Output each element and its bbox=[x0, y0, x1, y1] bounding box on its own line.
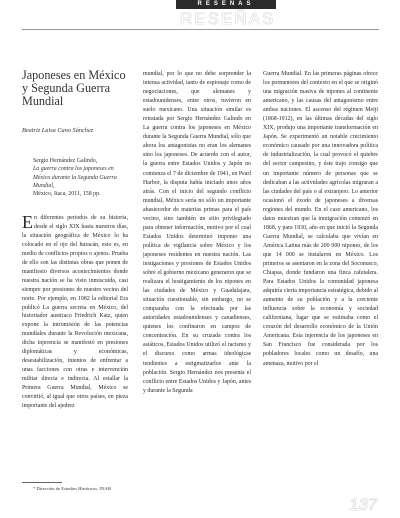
footnote-rule bbox=[22, 482, 62, 483]
header-rule bbox=[22, 29, 379, 30]
column-3-text: Guerra Mundial. En las primeras páginas ofrece los pormenores del contexto en el que se originó una migración masiva de nipones al continente americano, y las causas del antagonismo entre ambas naciones. El ascenso del régimen Meiji (1868-1912), en las últimas décadas del siglo XIX, produjo una importante transformación en Japón. Se experimentó un notable crecimiento económico causado por una innovadora política de industrialización, la cual provocó el quiebre del sector campesino, y éste trajo consigo que un importante número de personas que se dedicaban a las actividades agrícolas migraran a las ciudades del país o al extranjero. Lo anterior ocasionó el éxodo de japoneses a diversas regiones del mundo. En el caso americano, los datos muestran que la inmigración comenzó en 1868, y para 1930, año en que inició la Segunda Guerra Mundial, se calculaba que vivían en América Latina más de 200 000 nipones, de los que 14 000 se instalaron en México. Los primeros se asentaron en la zona del Soconusco, Chiapas, donde fundaron una finca cafetalera. Para Estados Unidos la comunidad japonesa adquiría cierta importancia estratégica, debido al aumento de su población y a la creciente influencia sobre la economía y sociedad californiana, lugar que se estimaba como el corazón del desarrollo económico de la Unión Americana. Esta injerencia de los japoneses en San Francisco fue considerada por los pobladores locales como un desafío, una amenaza, motivo por el bbox=[263, 71, 378, 367]
footnote-marker: * bbox=[33, 486, 36, 491]
column-1-text bbox=[22, 214, 128, 411]
footnote bbox=[22, 486, 128, 493]
page-number: 137 bbox=[349, 495, 378, 514]
book-reference bbox=[33, 157, 128, 198]
book-publication: México, Itaca, 2011, 158 pp. bbox=[33, 191, 101, 198]
book-title: La guerra contra los japoneses en México durante la Segunda Guerra Mundial, bbox=[33, 166, 117, 189]
book-author: Sergio Hernández Galindo, bbox=[33, 158, 98, 164]
section-ghost-label: RESEÑAS bbox=[180, 9, 276, 28]
column-1-body: n diferentes periodos de su historia, desde el siglo XIX hasta nuestros días, la situación geográfica de México lo ha colocado en el ojo del huracán, esto es, en medio de conflictos propios o ajenos. Prueba de ello son las distintas obras que ponen de manifiesto diversos acontecimientos donde nuestra nación se ha visto inmiscuida, casi siempre por presiones de nuestro vecino del norte. Por ejemplo, en 1982 la editorial Era publicó La guerra secreta en México, del historiador austriaco Friedrich Katz, quien expone la intromisión de las potencias mundiales durante la Revolución mexicana, dicha injerencia se manifestó en presiones diplomáticas y económicas, desestabilización, intentos de enfrentar a unas facciones con otras e intervención militar directa e indirecta. Al estallar la Primera Guerra Mundial, México se convirtió, al igual que otros países, en pieza importante del ajedrez bbox=[22, 215, 128, 410]
review-title: Japoneses en México y Segunda Guerra Mundial bbox=[22, 68, 126, 108]
section-label: RESEÑAS bbox=[176, 0, 276, 9]
review-author: Beatriz Luisa Cano Sánchez bbox=[22, 127, 94, 134]
drop-cap: E bbox=[22, 212, 33, 232]
column-2-text: mundial, por lo que no debe sorprender la intensa actividad, tanto de espionaje como de negociaciones, que alemanes y estadounidenses, entre otros, tuvieron en suelo mexicano. Una situación similar es retratada por Sergio Hernández Galindo en La guerra contra los japoneses en México durante la Segunda Guerra Mundial, sólo que ahora los antagonistas no eran los alemanes sino los japoneses. De acuerdo con el autor, la guerra entre Estados Unidos y Japón no comienza el 7 de diciembre de 1941, en Pearl Harbor, la disputa había iniciado unos años atrás. Con el inicio del segundo conflicto mundial, México sería no sólo un importante abastecedor de materias primas para el país vecino, sino también un sitio privilegiado para obtener información, motivo por el cual Estados Unidos determinó imponer una política de vigilancia sobre México y los japoneses residentes en nuestra nación. Las instigaciones y presiones de Estados Unidos sobre el gobierno mexicano generaron que se realizara el hostigamiento de los nipones en las ciudades de México y Guadalajara, situación cuestionable, sin embargo, no se comparaba con la efectuada por las autoridades estadounidenses y canadienses, quienes los confinaron en campos de concentración. En su cruzada contra los asiáticos, Estados Unidos utilizó el racismo y el discurso como armas ideológicas tendientes a estigmatizarlos ante la población. Sergio Hernández nos presenta el conflicto entre Estados Unidos y Japón, antes y durante la Segunda bbox=[143, 71, 251, 394]
footnote-text: Dirección de Estudios Históricos, INAH. bbox=[36, 486, 112, 491]
